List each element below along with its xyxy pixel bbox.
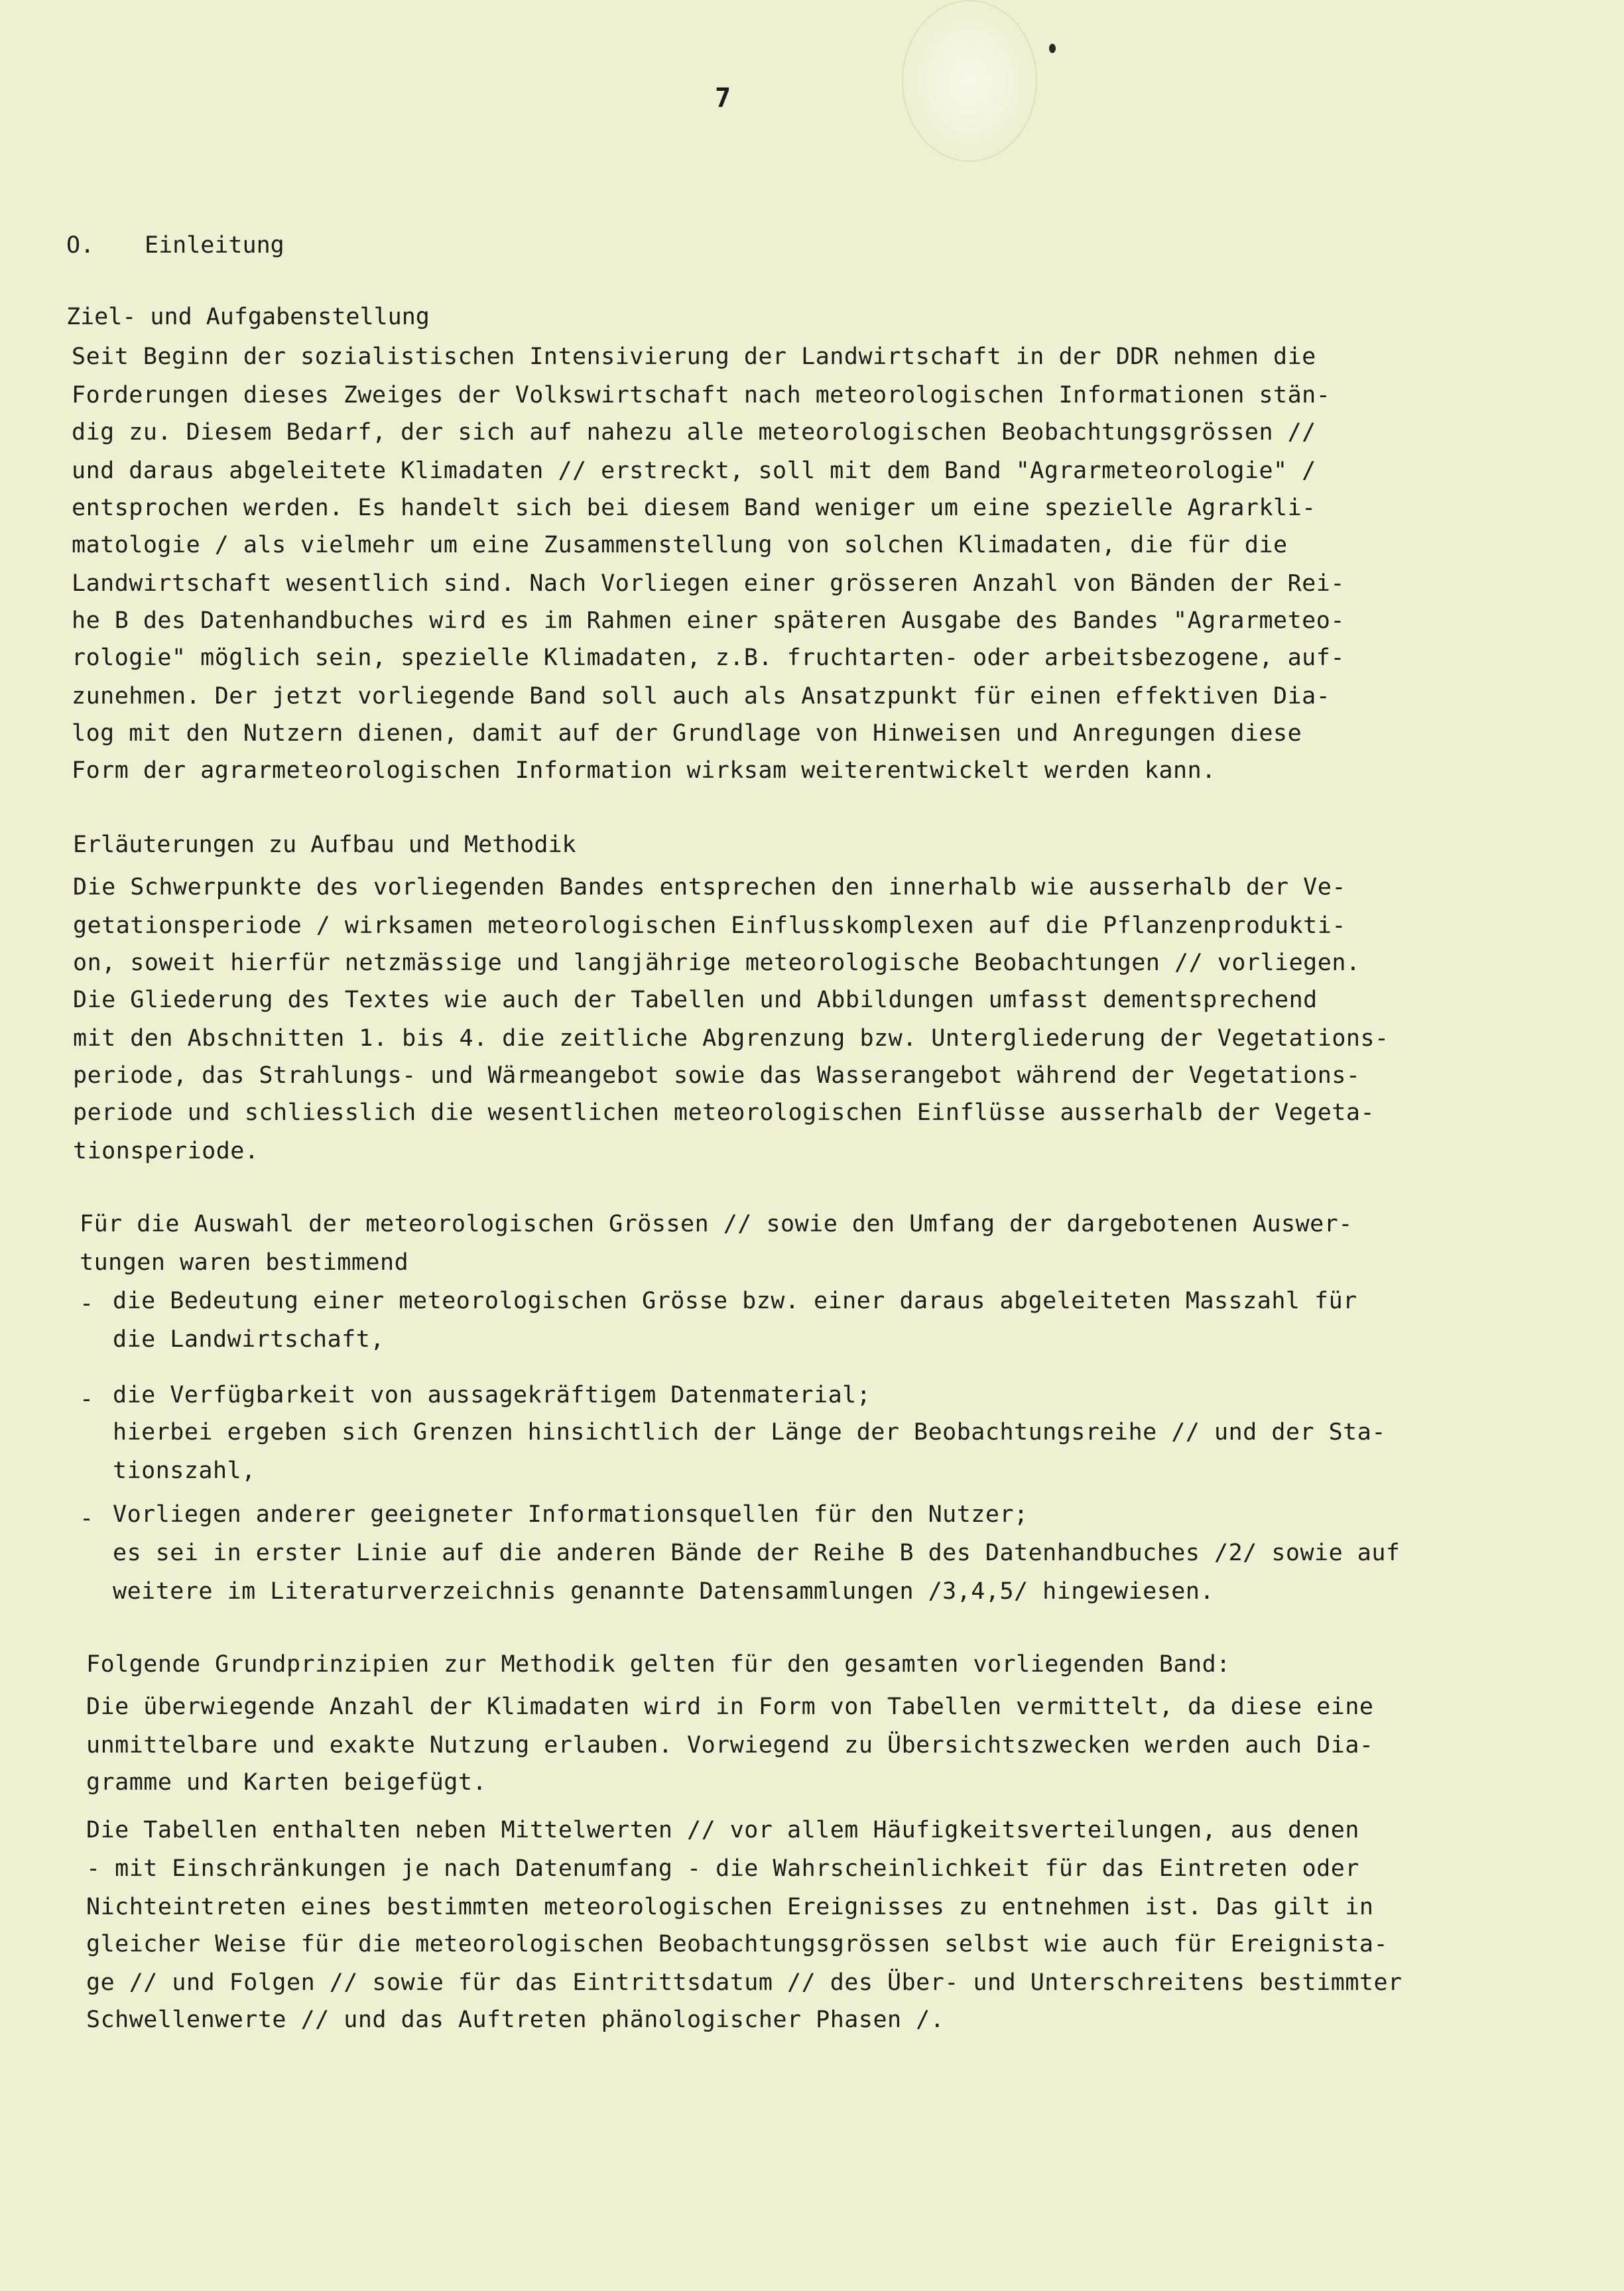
- text-line: Die Schwerpunkte des vorliegenden Bandes entsprechen den innerhalb wie ausserhalb der Ve-: [73, 874, 1346, 900]
- bullet-marker: -: [80, 1505, 94, 1532]
- paper-smudge: [902, 0, 1037, 162]
- text-line: zunehmen. Der jetzt vorliegende Band soll auch als Ansatzpunkt für einen effektiven Dia-: [72, 683, 1331, 710]
- section-title: Einleitung: [145, 232, 284, 259]
- text-line: Forderungen dieses Zweiges der Volkswirtschaft nach meteorologischen Informationen stän-: [72, 382, 1331, 408]
- text-line: tionsperiode.: [73, 1138, 259, 1164]
- text-line: entsprochen werden. Es handelt sich bei diesem Band weniger um eine spezielle Agrarkli-: [72, 495, 1316, 521]
- text-line: matologie / als vielmehr um eine Zusammenstellung von solchen Klimadaten, die für die: [72, 532, 1288, 558]
- section-heading: [66, 232, 284, 259]
- bullet-line: hierbei ergeben sich Grenzen hinsichtlich der Länge der Beobachtungsreihe // und der Sta-: [113, 1419, 1386, 1446]
- ink-dot: [1049, 44, 1056, 53]
- text-line: gramme und Karten beigefügt.: [86, 1769, 487, 1796]
- page-number: 7: [714, 83, 731, 113]
- bullet-marker: -: [80, 1290, 94, 1317]
- text-line: Form der agrarmeteorologischen Information wirksam weiterentwickelt werden kann.: [72, 757, 1216, 784]
- bullet-line: die Landwirtschaft,: [113, 1326, 385, 1353]
- text-line: und daraus abgeleitete Klimadaten // erstreckt, soll mit dem Band "Agrarmeteorologie" /: [72, 458, 1316, 484]
- text-line: tungen waren bestimmend: [80, 1249, 409, 1276]
- text-line: Die Tabellen enthalten neben Mittelwerten // vor allem Häufigkeitsverteilungen, aus denen: [86, 1817, 1359, 1843]
- section-number: O.: [66, 232, 95, 259]
- text-line: rologie" möglich sein, spezielle Klimadaten, z.B. fruchtarten- oder arbeitsbezogene, auf-: [72, 645, 1345, 671]
- text-line: Schwellenwerte // und das Auftreten phänologischer Phasen /.: [86, 2007, 945, 2033]
- text-line: unmittelbare und exakte Nutzung erlauben. Vorwiegend zu Übersichtszwecken werden auch Dia-: [86, 1732, 1374, 1759]
- text-line: periode und schliesslich die wesentlichen meteorologischen Einflüsse ausserhalb der Vegeta-: [73, 1099, 1375, 1126]
- text-line: Die überwiegende Anzahl der Klimadaten wird in Form von Tabellen vermittelt, da diese eine: [86, 1694, 1374, 1720]
- subheading-ziel: Ziel- und Aufgabenstellung: [66, 304, 430, 330]
- bullet-line: Vorliegen anderer geeigneter Informationsquellen für den Nutzer;: [113, 1501, 1029, 1528]
- text-line: mit den Abschnitten 1. bis 4. die zeitliche Abgrenzung bzw. Untergliederung der Vegetations-: [73, 1025, 1389, 1052]
- text-line: Nichteintreten eines bestimmten meteorologischen Ereignisses zu entnehmen ist. Das gilt in: [86, 1894, 1374, 1920]
- text-line: ge // und Folgen // sowie für das Eintrittsdatum // des Über- und Unterschreitens bestimmter: [86, 1969, 1403, 1996]
- bullet-line: weitere im Literaturverzeichnis genannte Datensammlungen /3,4,5/ hingewiesen.: [113, 1578, 1215, 1605]
- bullet-line: es sei in erster Linie auf die anderen Bände der Reihe B des Datenhandbuches /2/ sowie auf: [113, 1540, 1401, 1566]
- bullet-line: tionszahl,: [113, 1457, 256, 1484]
- text-line: he B des Datenhandbuches wird es im Rahmen einer späteren Ausgabe des Bandes "Agrarmeteo-: [72, 607, 1345, 634]
- text-line: on, soweit hierfür netzmässige und langjährige meteorologische Beobachtungen // vorliegen.: [73, 950, 1361, 976]
- subheading-erlaeuterungen: Erläuterungen zu Aufbau und Methodik: [73, 832, 576, 858]
- text-line: dig zu. Diesem Bedarf, der sich auf nahezu alle meteorologischen Beobachtungsgrössen //: [72, 419, 1316, 446]
- bullet-marker: -: [80, 1386, 94, 1412]
- principles-heading: Folgende Grundprinzipien zur Methodik gelten für den gesamten vorliegenden Band:: [86, 1651, 1231, 1678]
- text-line: Seit Beginn der sozialistischen Intensivierung der Landwirtschaft in der DDR nehmen die: [72, 343, 1316, 370]
- text-line: Die Gliederung des Textes wie auch der Tabellen und Abbildungen umfasst dementsprechend: [73, 987, 1318, 1013]
- text-line: getationsperiode / wirksamen meteorologischen Einflusskomplexen auf die Pflanzenprodukti-: [73, 912, 1346, 939]
- bullet-line: die Verfügbarkeit von aussagekräftigem Datenmaterial;: [113, 1382, 871, 1408]
- text-line: Landwirtschaft wesentlich sind. Nach Vorliegen einer grösseren Anzahl von Bänden der Rei-: [72, 570, 1345, 597]
- text-line: log mit den Nutzern dienen, damit auf der Grundlage von Hinweisen und Anregungen diese: [72, 720, 1302, 747]
- text-line: periode, das Strahlungs- und Wärmeangebot sowie das Wasserangebot während der Vegetations-: [73, 1062, 1361, 1089]
- text-line: Für die Auswahl der meteorologischen Grössen // sowie den Umfang der dargebotenen Auswer-: [80, 1211, 1353, 1237]
- bullet-line: die Bedeutung einer meteorologischen Grösse bzw. einer daraus abgeleiteten Masszahl für: [113, 1288, 1357, 1314]
- text-line: gleicher Weise für die meteorologischen Beobachtungsgrössen selbst wie auch für Ereignista-: [86, 1931, 1389, 1957]
- text-line: - mit Einschränkungen je nach Datenumfang - die Wahrscheinlichkeit für das Eintreten oder: [86, 1855, 1359, 1882]
